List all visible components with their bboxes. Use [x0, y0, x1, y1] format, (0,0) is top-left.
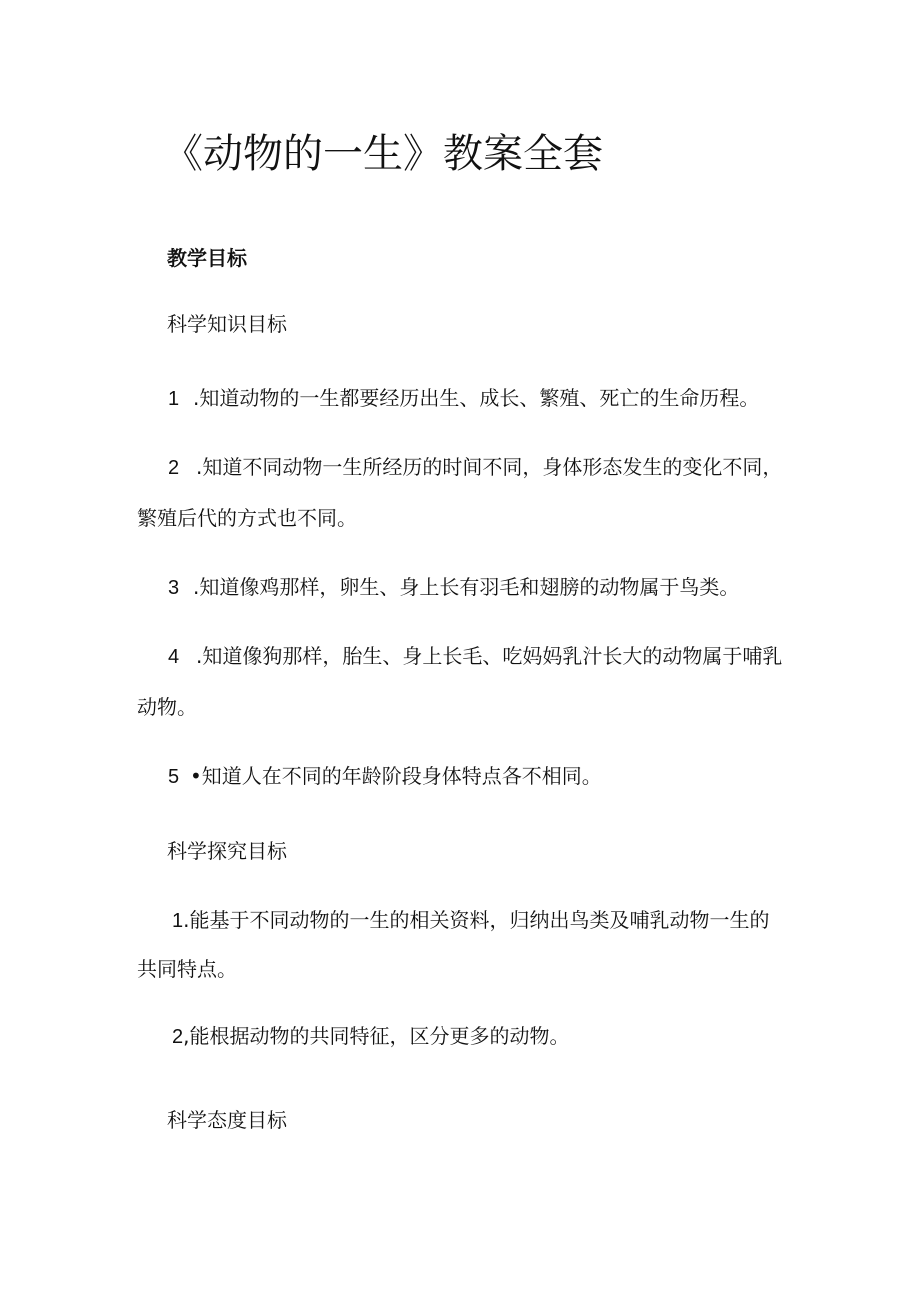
- knowledge-item-3: [168, 572, 739, 603]
- inquiry-item-1-continuation: 共同特点。: [137, 957, 237, 981]
- item-number: 1: [172, 910, 184, 932]
- knowledge-item-1: [168, 383, 759, 414]
- item-text: .能基于不同动物的一生的相关资料，归纳出鸟类及哺乳动物一生的: [183, 908, 770, 932]
- item-text: ,能根据动物的共同特征，区分更多的动物。: [183, 1024, 570, 1048]
- item-number: 2: [172, 1026, 184, 1048]
- subheading-inquiry-goals: 科学探究目标: [167, 839, 287, 863]
- knowledge-item-5: [168, 761, 602, 792]
- item-text: .知道像狗那样，胎生、身上长毛、吃妈妈乳汁长大的动物属于哺乳: [196, 644, 783, 668]
- document-title: 《动物的一生》教案全套: [163, 131, 603, 177]
- item-number: 5: [168, 766, 180, 788]
- subheading-knowledge-goals: 科学知识目标: [167, 312, 287, 336]
- inquiry-item-2: [172, 1021, 569, 1052]
- knowledge-item-2-continuation: 繁殖后代的方式也不同。: [137, 506, 357, 530]
- item-text: •知道人在不同的年龄阶段身体特点各不相同。: [190, 764, 602, 788]
- item-text: .知道不同动物一生所经历的时间不同，身体形态发生的变化不同，: [196, 455, 783, 479]
- item-number: 3: [168, 577, 180, 599]
- item-number: 1: [168, 388, 180, 410]
- section-heading-teaching-goals: 教学目标: [167, 246, 247, 270]
- knowledge-item-4: [168, 641, 782, 672]
- item-text: .知道动物的一生都要经历出生、成长、繁殖、死亡的生命历程。: [193, 386, 760, 410]
- item-text: .知道像鸡那样，卵生、身上长有羽毛和翅膀的动物属于鸟类。: [193, 575, 740, 599]
- knowledge-item-2: [168, 452, 782, 483]
- item-number: 4: [168, 646, 180, 668]
- knowledge-item-4-continuation: 动物。: [137, 695, 197, 719]
- inquiry-item-1: [172, 905, 769, 936]
- subheading-attitude-goals: 科学态度目标: [167, 1108, 287, 1132]
- item-number: 2: [168, 457, 180, 479]
